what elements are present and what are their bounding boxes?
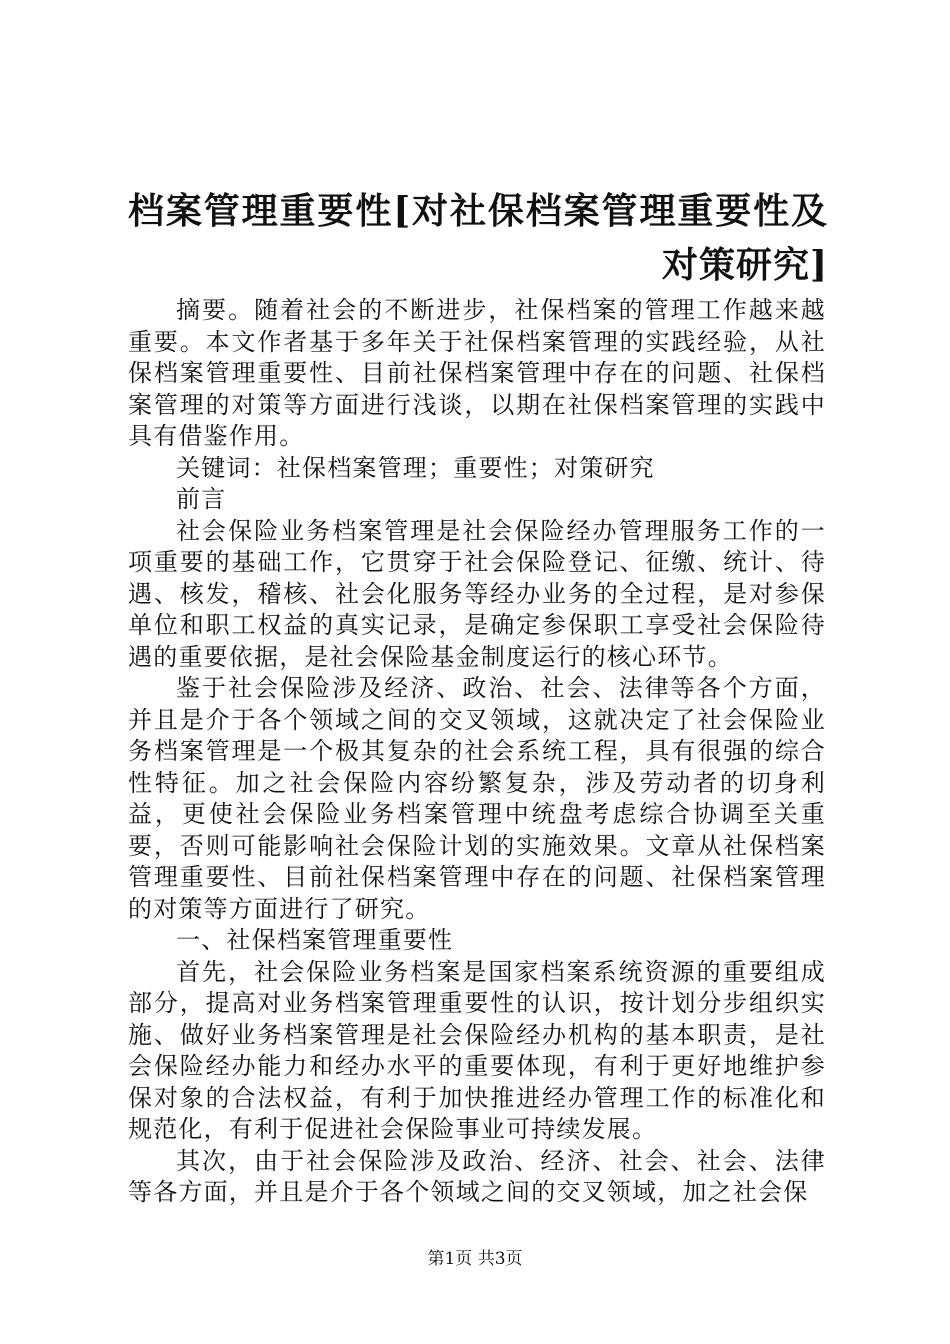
keywords-line: 关键词：社保档案管理；重要性；对策研究 [176,453,655,482]
body-paragraph: 鉴于社会保险涉及经济、政治、社会、法律等各个方面，并且是介于各个领域之间的交叉领域，这就决定了社会保险业务档案管理是一个极其复杂的社会系统工程，具有很强的综合性特征。加之社会保险内容纷繁复杂，涉及劳动者的切身利益，更使社会保险业务档案管理中统盘考虑综合协调至关重要，否则可能影响社会保险计划的实施效果。文章从社保档案管理重要性、目前社保档案管理中存在的问题、社保档案管理的对策等方面进行了研究。 [128,674,826,923]
abstract-paragraph: 摘要。随着社会的不断进步，社保档案的管理工作越来越重要。本文作者基于多年关于社保档案管理的实践经验，从社保档案管理重要性、目前社保档案管理中存在的问题、社保档案管理的对策等方面进行浅谈，以期在社保档案管理的实践中具有借鉴作用。 [128,296,826,450]
document-body [128,295,826,1209]
document-title: 档案管理重要性[对社保档案管理重要性及对策研究] [128,190,828,286]
preface-heading: 前言 [176,485,227,513]
page-footer: 第1页 共3页 [427,1249,523,1269]
section-heading: 一、社保档案管理重要性 [176,926,454,954]
body-paragraph: 其次，由于社会保险涉及政治、经济、社会、社会、法律等各方面，并且是介于各个领域之间的交叉领域，加之社会保 [128,1146,826,1206]
body-paragraph: 社会保险业务档案管理是社会保险经办管理服务工作的一项重要的基础工作，它贯穿于社会保险登记、征缴、统计、待遇、核发，稽核、社会化服务等经办业务的全过程，是对参保单位和职工权益的真实记录，是确定参保职工享受社会保险待遇的重要依据，是社会保险基金制度运行的核心环节。 [128,516,826,671]
body-paragraph: 首先，社会保险业务档案是国家档案系统资源的重要组成部分，提高对业务档案管理重要性的认识，按计划分步组织实施、做好业务档案管理是社会保险经办机构的基本职责，是社会保险经办能力和经办水平的重要体现，有利于更好地维护参保对象的合法权益，有利于加快推进经办管理工作的标准化和规范化，有利于促进社会保险事业可持续发展。 [128,957,826,1143]
